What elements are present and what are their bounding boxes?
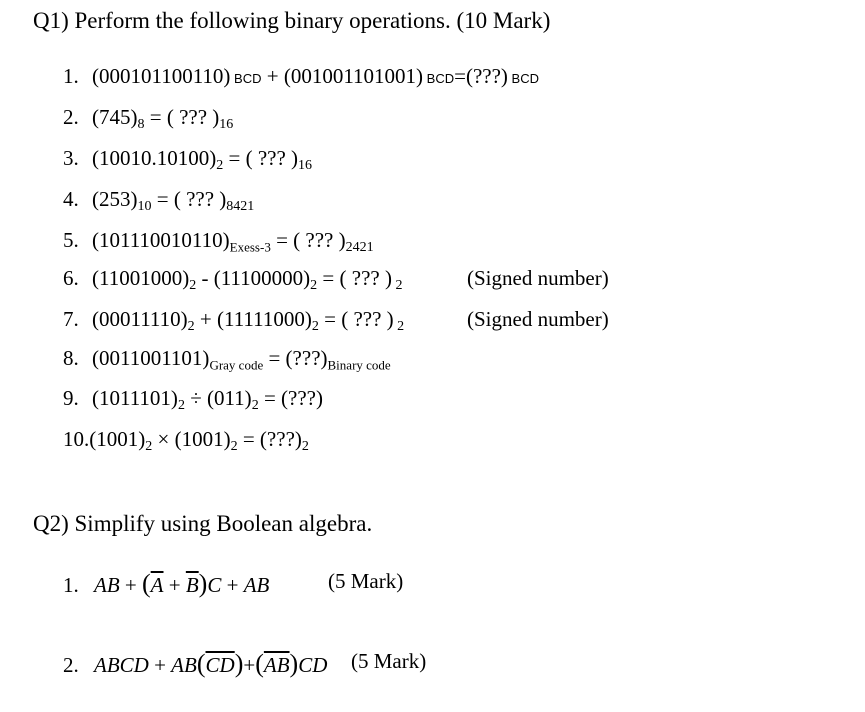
item-number: 1.	[63, 64, 79, 88]
term-ab: AB	[94, 573, 120, 597]
term-ab: AB	[243, 573, 270, 597]
operand-a: (10010.10100)	[92, 146, 217, 170]
result-code: 8421	[226, 199, 255, 215]
item-number: 1.	[63, 573, 79, 597]
plus: +	[148, 653, 172, 677]
item-number: 3.	[63, 146, 79, 170]
result-base: 2	[393, 319, 405, 335]
term-ab: AB	[171, 653, 197, 677]
q1-item-8	[63, 346, 391, 371]
item-number: 10.	[63, 427, 90, 451]
item-number: 2.	[63, 653, 79, 677]
right-paren: )	[198, 569, 208, 598]
q1-item-6	[63, 266, 403, 294]
operator: +	[261, 64, 284, 88]
q1-item-7	[63, 307, 405, 335]
q2-item-1	[63, 569, 269, 599]
result-base: 2	[301, 439, 309, 455]
result: = ( ??? )	[144, 105, 220, 129]
q1-item-4	[63, 187, 255, 215]
item-number: 6.	[63, 266, 79, 290]
q1-item-1	[63, 64, 539, 89]
operand-a-code: BCD	[230, 71, 262, 86]
item-number: 9.	[63, 386, 79, 410]
result: = ( ??? )	[223, 146, 299, 170]
operand-a-code: Gray code	[209, 357, 264, 373]
result: = (???)	[258, 386, 323, 410]
operand-a-base: 2	[216, 158, 224, 174]
result: = ( ??? )	[318, 307, 394, 331]
operand-b-base: 2	[310, 278, 318, 294]
item-number: 8.	[63, 346, 79, 370]
operator: ×	[152, 427, 175, 451]
result: = ( ??? )	[151, 187, 227, 211]
q1-item-6-note: (Signed number)	[467, 266, 609, 290]
operand-b-base: 2	[311, 319, 319, 335]
q2-item-2-mark: (5 Mark)	[351, 649, 427, 673]
operand-a: (0011001101)	[92, 346, 210, 370]
operand-b-base: 2	[230, 439, 238, 455]
operand-a: (1001)	[89, 427, 146, 451]
plus: +	[119, 573, 142, 597]
a-bar: $\overline{A}$	[150, 573, 164, 597]
operand-b: (11111000)	[217, 307, 312, 331]
plus: +	[221, 573, 244, 597]
q1-item-9	[63, 386, 323, 414]
result-base: 2	[391, 278, 403, 294]
result-base: 16	[298, 158, 313, 174]
operand-a: (101110010110)	[92, 228, 230, 252]
operator: +	[194, 307, 217, 331]
b-bar: $\overline{B}$	[185, 573, 199, 597]
operand-a: (00011110)	[92, 307, 188, 331]
operand-a-code: Exess-3	[229, 239, 271, 255]
left-paren: (	[255, 649, 264, 678]
item-number: 2.	[63, 105, 79, 129]
plus: +	[243, 653, 256, 677]
term-cd: CD	[298, 653, 328, 677]
operand-a: (1011101)	[92, 386, 178, 410]
q1-item-2	[63, 105, 234, 133]
left-paren: (	[196, 649, 206, 678]
q1-item-3	[63, 146, 313, 174]
operand-a-base: 2	[187, 319, 195, 335]
q2-item-2	[63, 649, 327, 679]
result: = (???)	[263, 346, 328, 370]
operand-a: (253)	[92, 187, 138, 211]
q2-item-1-mark: (5 Mark)	[328, 569, 404, 593]
item-number: 5.	[63, 228, 79, 252]
operand-b-code: BCD	[423, 71, 455, 86]
operand-a-base: 2	[189, 278, 197, 294]
left-paren: (	[142, 569, 151, 598]
operand-b: (1001)	[174, 427, 231, 451]
result-code: BCD	[507, 71, 539, 86]
result: = ( ??? )	[270, 228, 346, 252]
operator: -	[196, 266, 214, 290]
plus: +	[163, 573, 186, 597]
operand-b: (11100000)	[213, 266, 311, 290]
item-number: 7.	[63, 307, 79, 331]
q1-item-10	[63, 427, 309, 455]
operand-a-base: 8	[137, 117, 145, 133]
item-number: 4.	[63, 187, 79, 211]
cd-bar: $\overline{CD}$	[205, 653, 235, 677]
q1-item-7-note: (Signed number)	[467, 307, 609, 331]
operand-b-base: 2	[251, 398, 259, 414]
q1-title: Q1) Perform the following binary operations. (10 Mark)	[33, 8, 551, 33]
result: =(???)	[454, 64, 508, 88]
q1-item-5	[63, 228, 374, 256]
result-base: 16	[219, 117, 234, 133]
operand-a: (11001000)	[92, 266, 190, 290]
operand-a-base: 2	[145, 439, 153, 455]
operand-a-base: 10	[137, 199, 152, 215]
operand-b: (011)	[206, 386, 252, 410]
operator: ÷	[184, 386, 207, 410]
result-code: Binary code	[327, 357, 391, 373]
result: = (???)	[237, 427, 302, 451]
operand-a-base: 2	[177, 398, 185, 414]
right-paren: )	[234, 649, 244, 678]
result: = ( ??? )	[317, 266, 392, 290]
operand-a: (000101100110)	[92, 64, 231, 88]
right-paren: )	[289, 649, 299, 678]
q2-title: Q2) Simplify using Boolean algebra.	[33, 511, 373, 536]
ab-bar: $\overline{AB}$	[263, 653, 290, 677]
operand-a: (745)	[92, 105, 138, 129]
result-code: 2421	[345, 240, 374, 256]
term-abcd: ABCD	[94, 653, 149, 677]
term-c: C	[207, 573, 222, 597]
operand-b: (001001101001)	[283, 64, 424, 88]
